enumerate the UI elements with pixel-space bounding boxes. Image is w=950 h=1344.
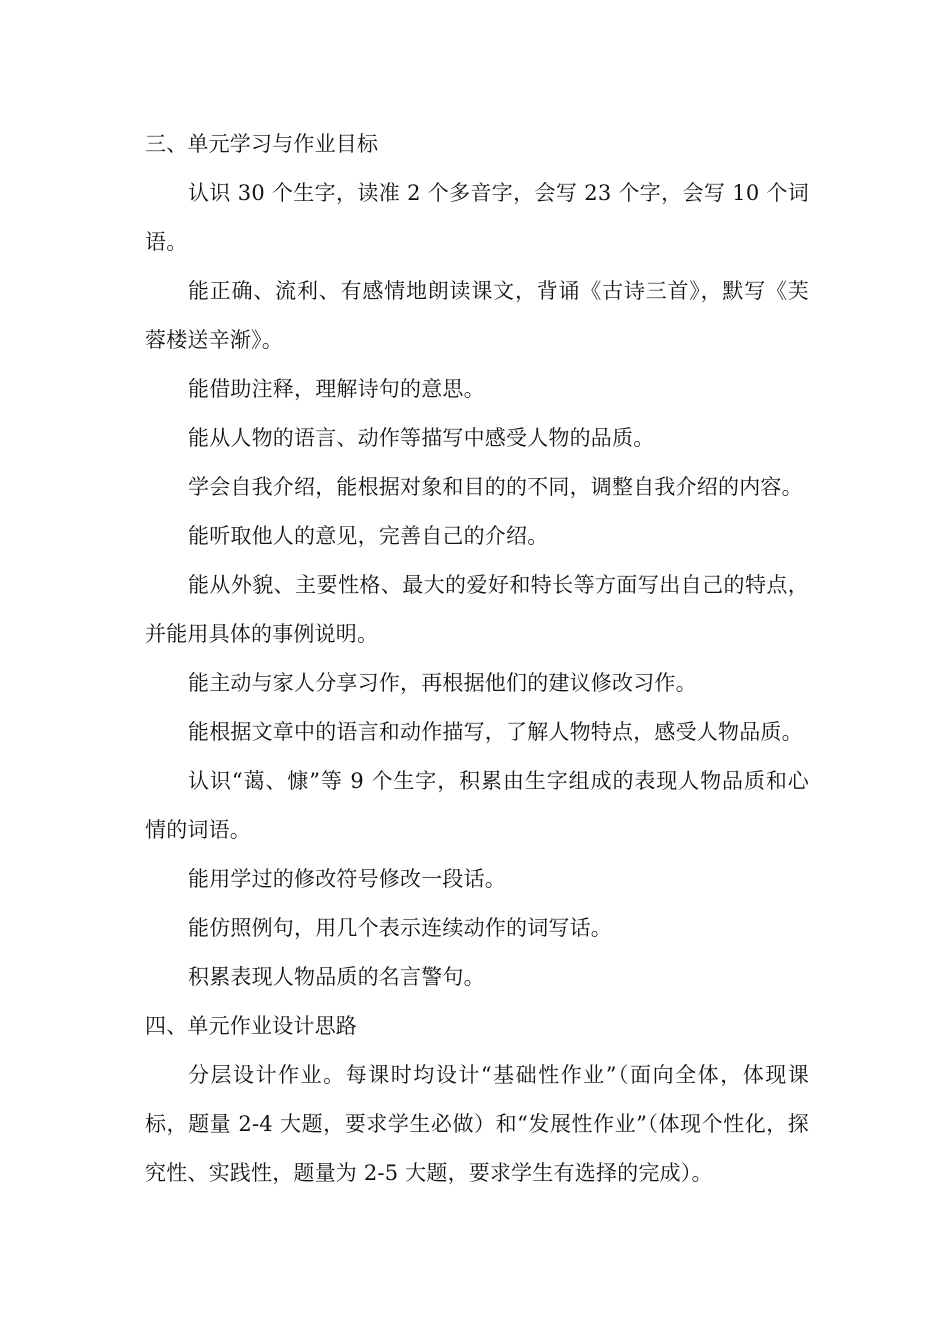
goal-paragraph: 能借助注释，理解诗句的意思。 bbox=[188, 377, 485, 401]
goal-paragraph: 能用学过的修改符号修改一段话。 bbox=[188, 867, 506, 891]
goal-paragraph: 能仿照例句，用几个表示连续动作的词写话。 bbox=[188, 916, 612, 940]
document-body bbox=[145, 120, 809, 1198]
goal-paragraph: 能从外貌、主要性格、最大的爱好和特长等方面写出自己的特点，并能用具体的事例说明。 bbox=[145, 573, 809, 646]
goal-paragraph: 学会自我介绍，能根据对象和目的的不同，调整自我介绍的内容。 bbox=[188, 475, 803, 499]
goal-paragraph: 能听取他人的意见，完善自己的介绍。 bbox=[188, 524, 549, 548]
goal-paragraph: 能从人物的语言、动作等描写中感受人物的品质。 bbox=[188, 426, 655, 450]
design-paragraph: 分层设计作业。每课时均设计“基础性作业”（面向全体，体现课标，题量 2-4 大题，要求学生必做）和“发展性作业”（体现个性化，探究性、实践性，题量为 2-5 大题，要求学生有选择的完成）。 bbox=[145, 1063, 809, 1185]
goal-paragraph: 能根据文章中的语言和动作描写，了解人物特点，感受人物品质。 bbox=[188, 720, 803, 744]
section-heading-goals: 三、单元学习与作业目标 bbox=[145, 132, 379, 156]
goal-paragraph: 能主动与家人分享习作，再根据他们的建议修改习作。 bbox=[188, 671, 697, 695]
goal-paragraph: 认识“蔼、慷”等 9 个生字，积累由生字组成的表现人物品质和心情的词语。 bbox=[145, 769, 809, 842]
section-heading-design-ideas: 四、单元作业设计思路 bbox=[145, 1014, 357, 1038]
goal-paragraph: 积累表现人物品质的名言警句。 bbox=[188, 965, 485, 989]
goal-paragraph: 能正确、流利、有感情地朗读课文，背诵《古诗三首》，默写《芙蓉楼送辛渐》。 bbox=[145, 279, 809, 352]
goal-paragraph: 认识 30 个生字，读准 2 个多音字，会写 23 个字，会写 10 个词语。 bbox=[145, 181, 809, 254]
